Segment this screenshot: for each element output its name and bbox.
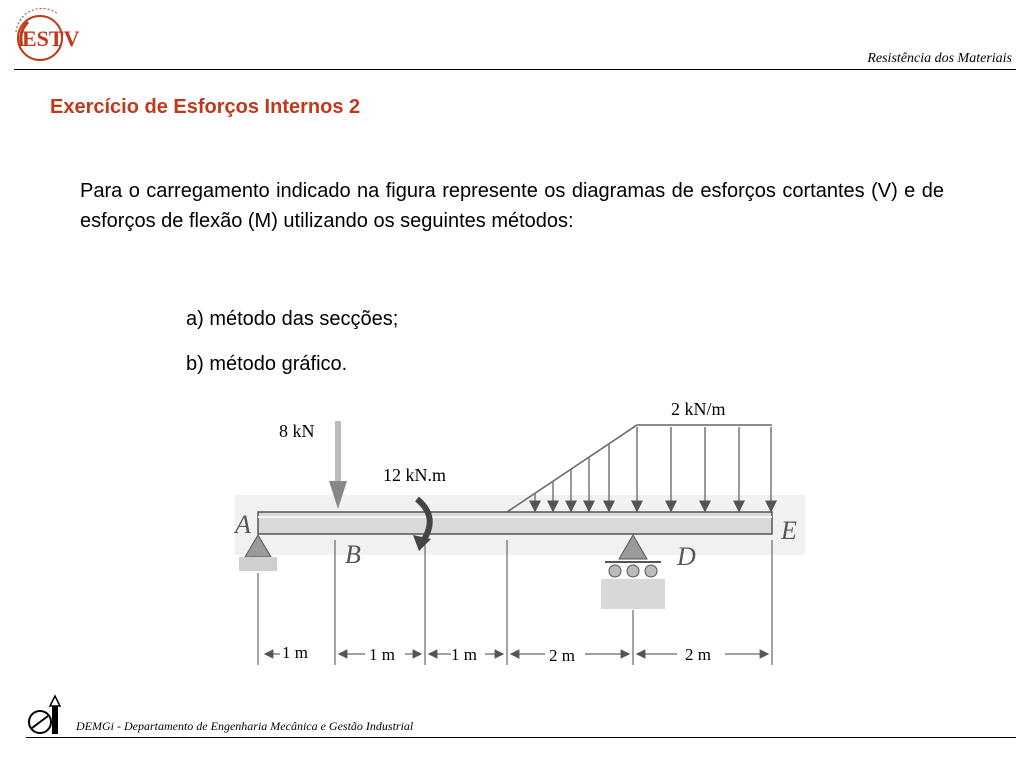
method-b: b) método gráfico. — [186, 353, 348, 375]
span-de: 2 m — [685, 645, 711, 664]
label-e: E — [781, 516, 797, 545]
span-moment-load: 1 m — [451, 645, 477, 664]
label-b: B — [345, 540, 361, 569]
label-d: D — [677, 542, 696, 571]
footer-department: DEMGi - Departamento de Engenharia Mecânica e Gestão Industrial — [76, 719, 414, 733]
problem-statement: Para o carregamento indicado na figura represente os diagramas de esforços cortantes (V) e de esforços de flexão (M) utilizando os seguintes métodos: — [80, 180, 944, 232]
slide-title: Exercício de Esforços Internos 2 — [50, 96, 361, 118]
footer-divider — [26, 737, 1016, 738]
department-logo — [26, 694, 66, 736]
point-load-label: 8 kN — [279, 421, 315, 441]
span-load-d: 2 m — [549, 646, 575, 665]
span-ab: 1 m — [282, 643, 308, 662]
moment-label: 12 kN.m — [383, 465, 446, 485]
school-logo — [8, 2, 80, 66]
beam — [258, 512, 772, 534]
label-a: A — [235, 510, 251, 539]
method-a: a) método das secções; — [186, 308, 399, 330]
course-name: Resistência dos Materiais — [867, 51, 1012, 66]
header-divider — [14, 69, 1016, 70]
distributed-load-label: 2 kN/m — [671, 399, 726, 419]
logo-letters: ESTV — [22, 26, 80, 51]
span-b-moment: 1 m — [369, 645, 395, 664]
beam-figure — [225, 395, 810, 680]
